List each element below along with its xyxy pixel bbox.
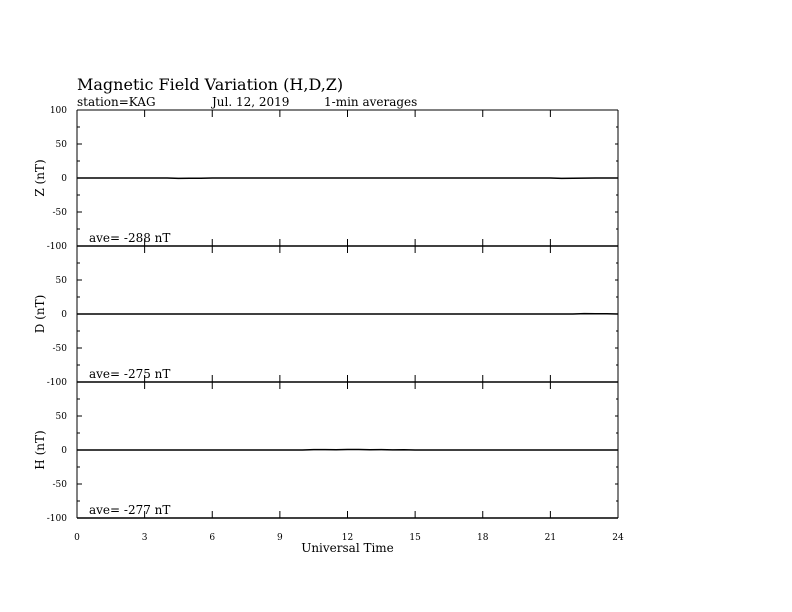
y-tick-label: -50	[52, 208, 67, 218]
y-tick-label: 50	[55, 412, 67, 422]
series-line-h	[77, 449, 618, 450]
x-tick-label: 3	[141, 533, 148, 543]
x-tick-label: 21	[544, 533, 557, 543]
panel-z	[33, 106, 618, 252]
average-label: ave= -277 nT	[89, 503, 171, 517]
y-tick-label: 0	[61, 174, 67, 184]
y-tick-label: -50	[52, 344, 67, 354]
y-tick-label: -100	[46, 242, 67, 252]
chart-title: Magnetic Field Variation (H,D,Z)	[77, 75, 344, 94]
y-tick-label: 50	[55, 276, 67, 286]
station-label: station=KAG	[77, 95, 156, 109]
x-axis-label: Universal Time	[301, 541, 394, 555]
x-tick-label: 12	[341, 533, 354, 543]
x-tick-label: 9	[277, 533, 283, 543]
y-tick-label: -100	[46, 378, 67, 388]
panel-h	[33, 382, 618, 524]
y-tick-label: 0	[61, 310, 67, 320]
y-axis-label: Z (nT)	[33, 159, 47, 197]
date-label: Jul. 12, 2019	[212, 95, 290, 109]
y-tick-label: -50	[52, 480, 67, 490]
y-tick-label: 0	[61, 446, 67, 456]
x-tick-label: 0	[74, 533, 80, 543]
average-label: ave= -275 nT	[89, 367, 171, 381]
y-tick-label: -100	[46, 514, 67, 524]
y-axis-label: D (nT)	[33, 294, 47, 334]
x-tick-label: 18	[477, 533, 489, 543]
averaging-label: 1-min averages	[324, 95, 418, 109]
x-tick-label: 24	[612, 533, 624, 543]
panel-d	[33, 246, 618, 388]
y-tick-label: 100	[49, 106, 67, 116]
average-label: ave= -288 nT	[89, 231, 171, 245]
y-tick-label: 50	[55, 140, 67, 150]
x-tick-label: 6	[209, 533, 216, 543]
x-tick-label: 15	[409, 533, 421, 543]
y-axis-label: H (nT)	[33, 430, 47, 470]
